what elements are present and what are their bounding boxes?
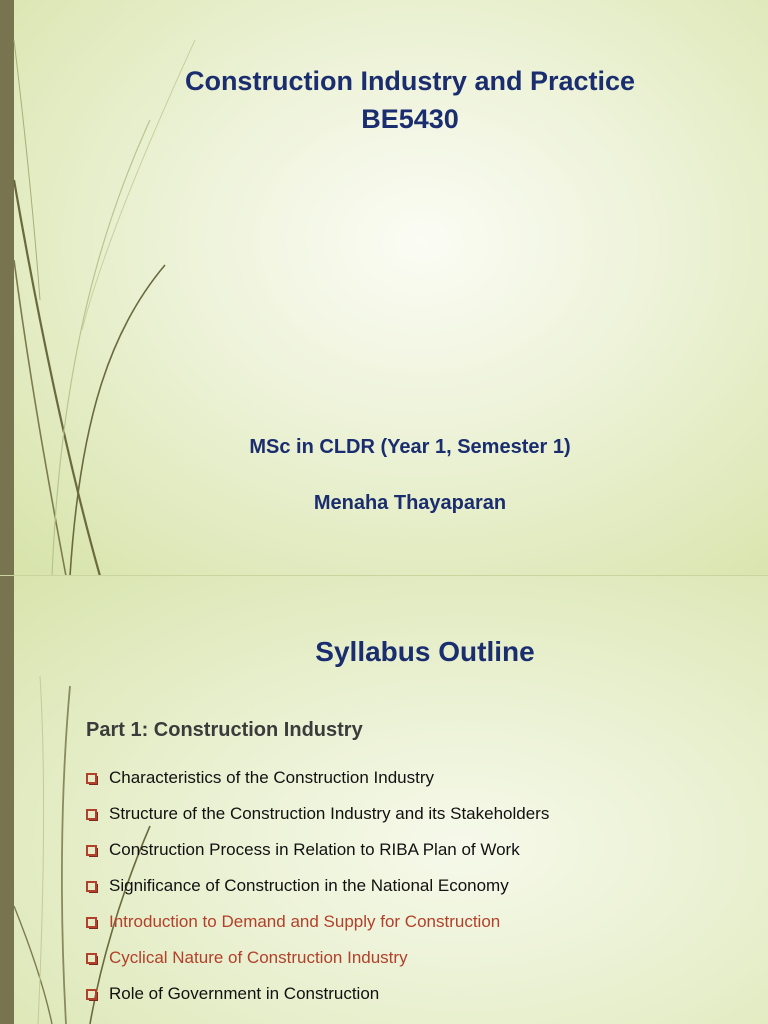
list-item bbox=[86, 868, 746, 904]
course-code: BE5430 bbox=[361, 104, 459, 134]
checkbox-bullet-icon bbox=[86, 773, 97, 784]
course-title: Construction Industry and Practice bbox=[184, 66, 636, 96]
list-item-label: Significance of Construction in the National Economy bbox=[109, 876, 509, 895]
checkbox-bullet-icon bbox=[86, 809, 97, 820]
list-item-label: Introduction to Demand and Supply for Construction bbox=[109, 912, 501, 931]
list-item bbox=[86, 760, 746, 796]
checkbox-bullet-icon bbox=[86, 881, 97, 892]
part-heading: Part 1: Construction Industry bbox=[86, 719, 363, 741]
list-item-label: Structure of the Construction Industry and its Stakeholders bbox=[109, 804, 550, 823]
list-item-label: Role of Government in Construction bbox=[109, 984, 380, 1003]
list-item-label: Construction Process in Relation to RIBA Plan of Work bbox=[109, 840, 520, 859]
checkbox-bullet-icon bbox=[86, 989, 97, 1000]
checkbox-bullet-icon bbox=[86, 845, 97, 856]
checkbox-bullet-icon bbox=[86, 917, 97, 928]
list-item bbox=[86, 976, 746, 1012]
list-item bbox=[86, 832, 746, 868]
syllabus-list bbox=[86, 760, 746, 1012]
checkbox-bullet-icon bbox=[86, 953, 97, 964]
syllabus-slide bbox=[0, 576, 768, 1024]
program-subtitle: MSc in CLDR (Year 1, Semester 1) bbox=[249, 436, 571, 458]
list-item-label: Cyclical Nature of Construction Industry bbox=[109, 948, 408, 967]
list-item bbox=[86, 796, 746, 832]
author-name: Menaha Thayaparan bbox=[313, 492, 507, 514]
title-block bbox=[100, 62, 720, 138]
list-item-highlighted bbox=[86, 940, 746, 976]
list-item-label: Characteristics of the Construction Industry bbox=[109, 768, 435, 787]
list-item-highlighted bbox=[86, 904, 746, 940]
syllabus-title: Syllabus Outline bbox=[315, 636, 535, 667]
